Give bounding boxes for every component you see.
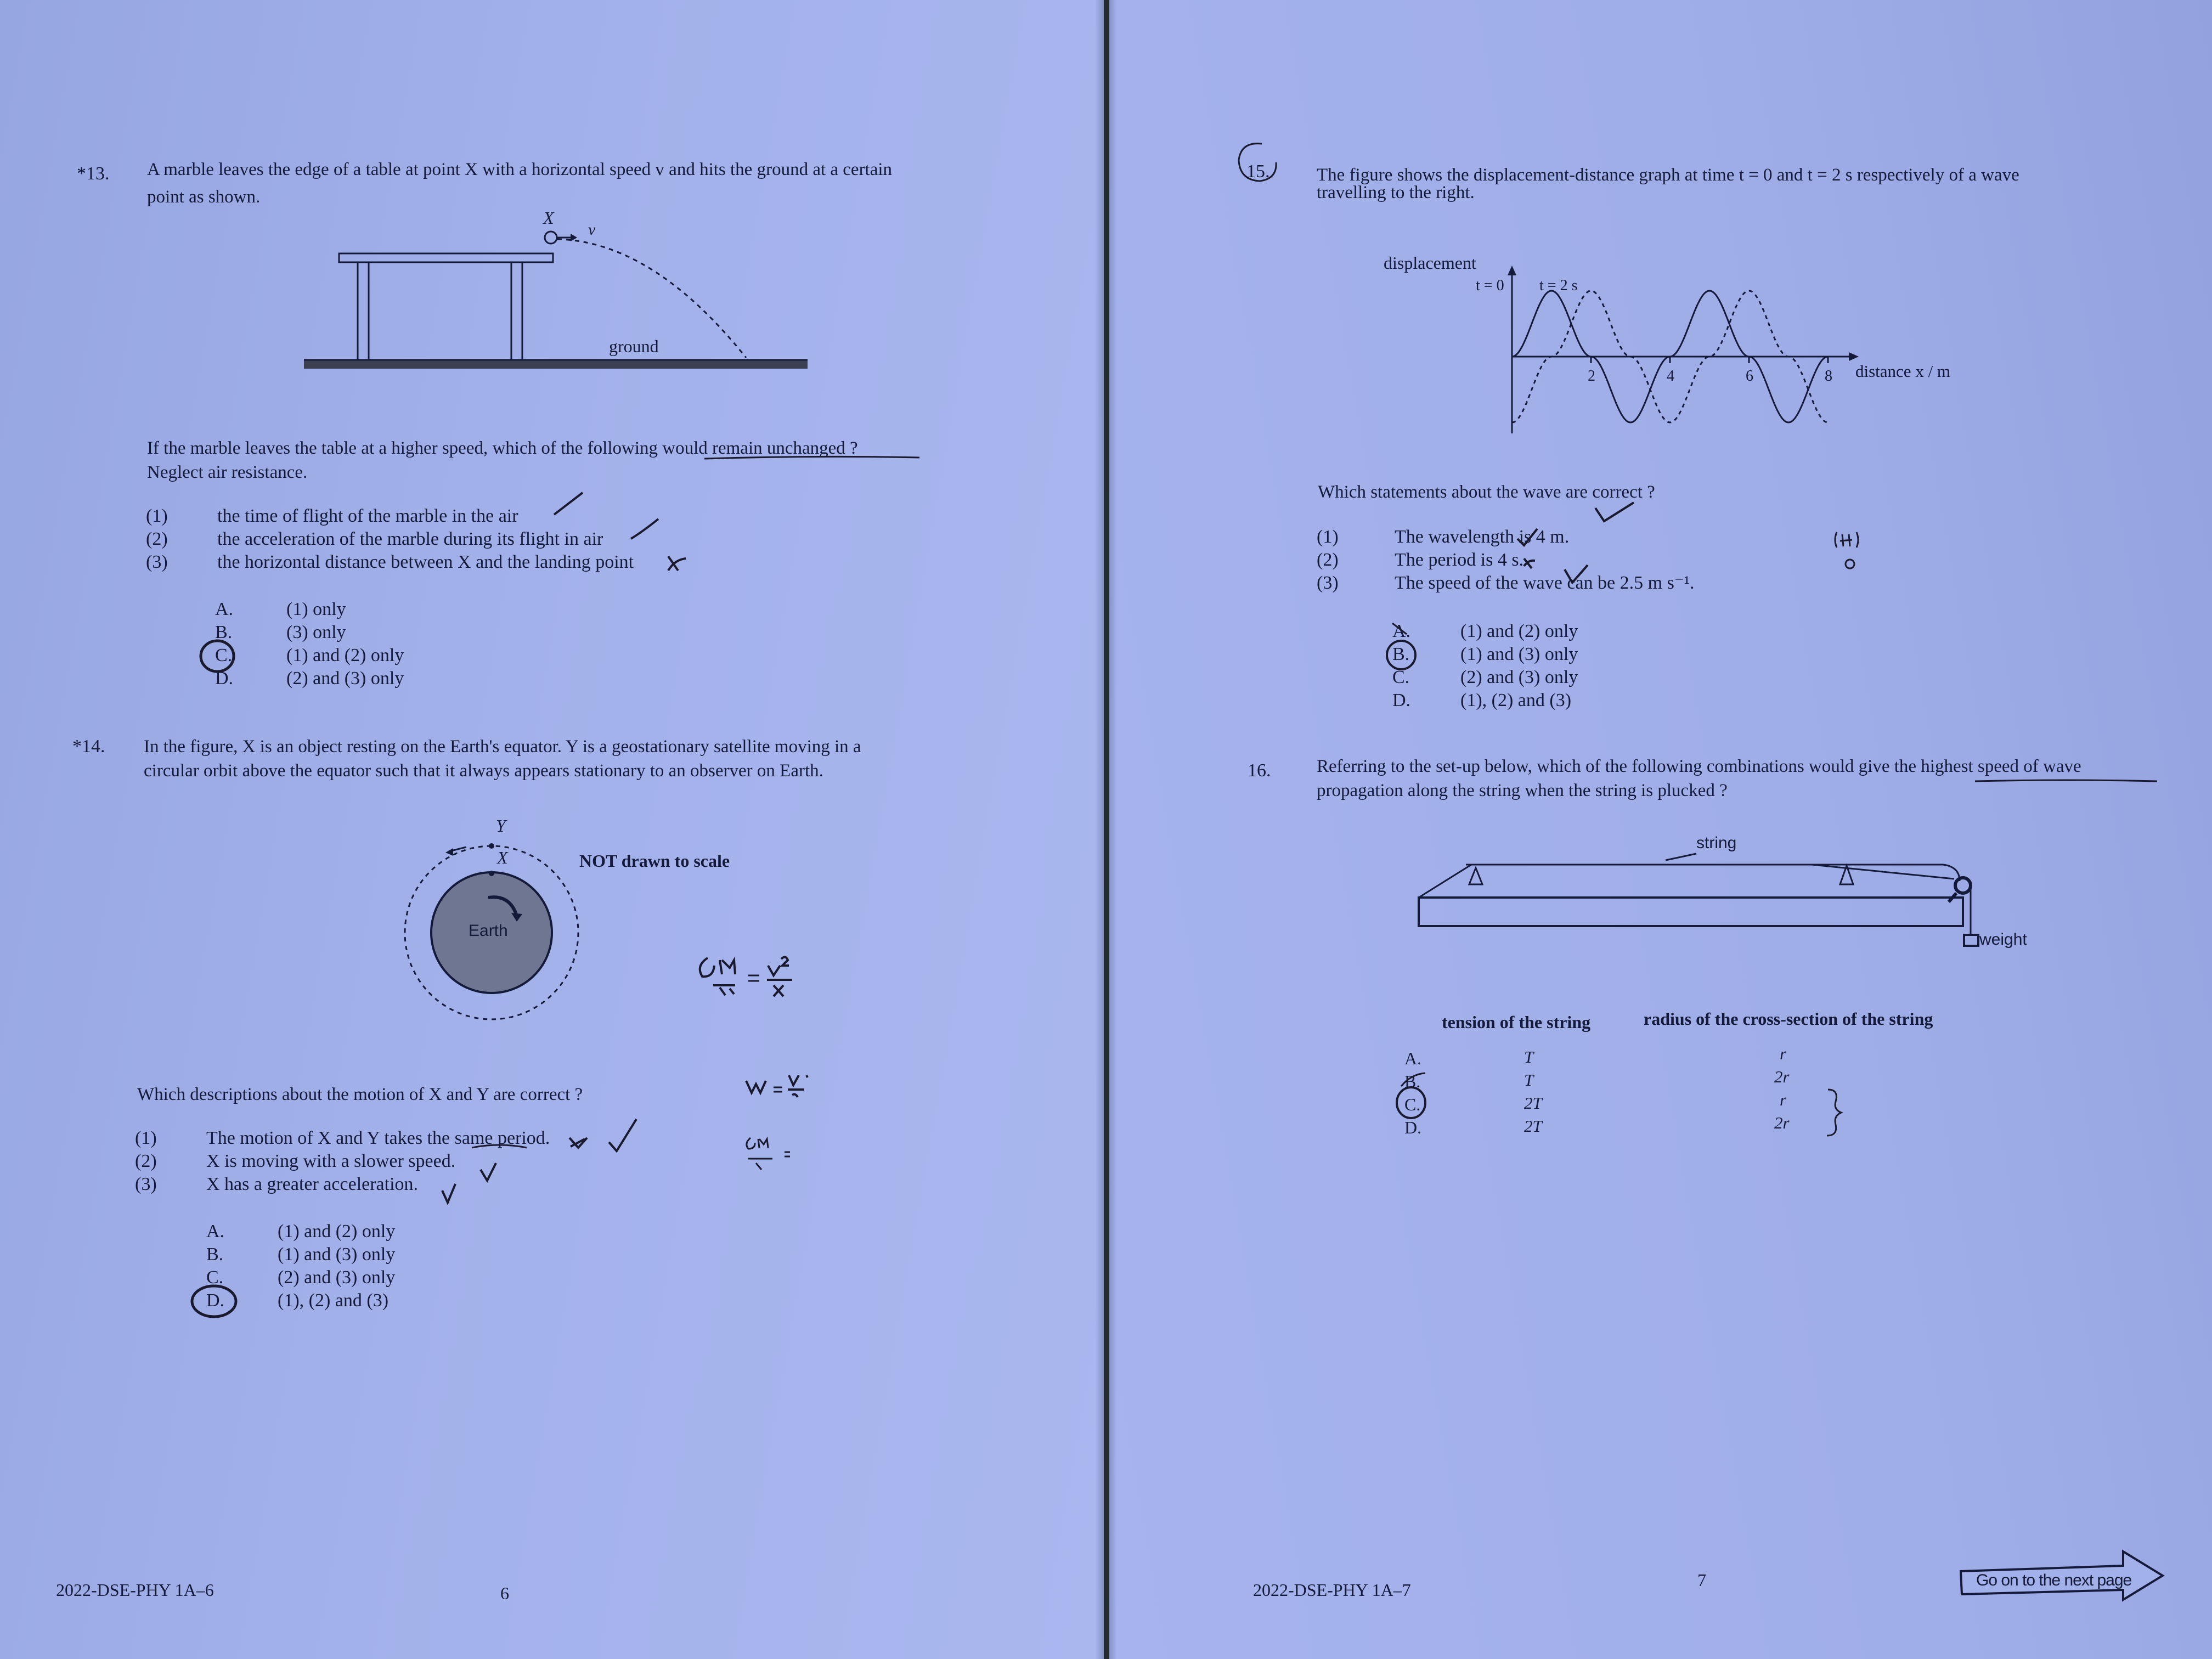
go-to-next-page-button[interactable] <box>1959 1549 2167 1604</box>
question-13-stem-line1: A marble leaves the edge of a table at point X with a horizontal speed v and hits the ground at a certain <box>147 160 893 179</box>
fig13-label-ground: ground <box>609 336 659 356</box>
question-13-number: *13. <box>77 163 110 184</box>
question-13-prompt-line2: Neglect air resistance. <box>147 462 308 482</box>
q15-option-text: (2) and (3) only <box>1460 667 1578 687</box>
q13-option-d[interactable] <box>215 667 404 690</box>
q16-option-tension: 2T <box>1524 1093 1542 1113</box>
q15-option-d[interactable] <box>1392 689 1571 712</box>
x-tick-label: 8 <box>1825 368 1832 385</box>
q16-option-radius: 2r <box>1774 1067 1790 1086</box>
question-13-stem-line2: point as shown. <box>147 187 261 207</box>
right-page <box>1109 0 2212 1659</box>
circled-answer-c-q13 <box>196 639 240 675</box>
question-15-prompt: Which statements about the wave are correct ? <box>1318 482 1655 502</box>
footer-paper-code-left: 2022-DSE-PHY 1A–6 <box>56 1580 214 1600</box>
underline-highest-speed <box>1973 777 2159 786</box>
q13-option-text: (3) only <box>286 622 346 642</box>
fig14-label-x: X <box>497 848 508 867</box>
q13-option-key: A. <box>215 599 234 619</box>
q13-option-key: B. <box>215 622 233 642</box>
q13-option-text: (1) only <box>286 599 346 619</box>
fig16-label-string: string <box>1696 834 1737 852</box>
book-gutter <box>1095 0 1117 1659</box>
underline-remain-unchanged <box>702 453 922 464</box>
q15-statement-text: The speed of the wave can be 2.5 m s⁻¹. <box>1395 573 1695 593</box>
q13-option-c[interactable] <box>215 644 404 667</box>
q16-option-radius: r <box>1780 1044 1787 1063</box>
q15-option-key: C. <box>1392 667 1410 687</box>
wave-displacement-graph <box>1488 263 1894 444</box>
strike-option-b-q16 <box>1398 1070 1431 1092</box>
strike-option-a-q15 <box>1390 621 1412 637</box>
q16-option-key: C. <box>1404 1094 1421 1114</box>
page-number-left: 6 <box>500 1583 509 1603</box>
q16-option-tension: T <box>1524 1070 1534 1090</box>
graph-legend-t0: t = 0 <box>1476 277 1504 294</box>
q15-option-key: A. <box>1392 621 1411 641</box>
q14-option-a[interactable] <box>206 1220 395 1243</box>
q16-option-key: A. <box>1404 1048 1422 1068</box>
question-16-stem-line1: Referring to the set-up below, which of the following combinations would give the highest speed of wave <box>1317 757 2081 776</box>
q14-statement-3 <box>135 1173 418 1196</box>
footer-paper-code-right: 2022-DSE-PHY 1A–7 <box>1253 1580 1411 1600</box>
question-14-prompt: Which descriptions about the motion of X and Y are correct ? <box>137 1085 583 1104</box>
q15-statement-text: The period is 4 s. <box>1395 550 1524 570</box>
x-tick-label: 6 <box>1746 368 1753 385</box>
q14-statement-text: X has a greater acceleration. <box>206 1174 419 1194</box>
handwritten-brace-q16 <box>1822 1085 1855 1140</box>
q13-option-text: (1) and (2) only <box>286 645 404 665</box>
handwritten-working-q14 <box>691 944 856 1185</box>
q13-statement-text: the acceleration of the marble during its flight in air <box>217 529 603 549</box>
fig14-not-to-scale-note: NOT drawn to scale <box>579 851 730 871</box>
q14-option-key: D. <box>206 1290 225 1311</box>
page-number-right: 7 <box>1697 1570 1706 1590</box>
q14-option-text: (2) and (3) only <box>278 1267 396 1288</box>
ink-check-marks-q14 <box>439 1108 658 1212</box>
q14-statement-num: (3) <box>135 1174 157 1194</box>
question-15-stem-line2: travelling to the right. <box>1317 183 1475 202</box>
q13-option-key: D. <box>215 668 234 689</box>
q16-column-header-tension: tension of the string <box>1442 1012 1591 1032</box>
q15-statement-num: (1) <box>1317 527 1339 547</box>
fig13-label-v: v <box>588 221 596 239</box>
q14-option-key: C. <box>206 1267 224 1288</box>
q16-option-tension: T <box>1524 1047 1534 1066</box>
q14-statement-num: (1) <box>135 1128 157 1148</box>
q16-option-radius: 2r <box>1774 1113 1790 1132</box>
q13-statement-num: (3) <box>146 552 168 572</box>
q16-option-tension: 2T <box>1524 1116 1542 1136</box>
q14-statement-text: The motion of X and Y takes the same period. <box>206 1128 550 1148</box>
circled-answer-d-q14 <box>187 1283 241 1321</box>
q14-option-text: (1), (2) and (3) <box>278 1290 389 1311</box>
x-tick-label: 2 <box>1588 368 1595 385</box>
graph-ylabel: displacement <box>1384 253 1476 273</box>
question-15-number: 15. <box>1246 161 1270 182</box>
q14-option-text: (1) and (3) only <box>278 1244 396 1265</box>
ink-check-marks-q13 <box>549 488 691 576</box>
q13-option-a[interactable] <box>215 598 346 621</box>
q14-option-key: A. <box>206 1221 225 1242</box>
q14-option-b[interactable] <box>206 1243 395 1266</box>
q14-statement-text: X is moving with a slower speed. <box>206 1151 456 1171</box>
q15-statement-2 <box>1317 549 1523 572</box>
q15-option-key: D. <box>1392 690 1411 710</box>
circled-answer-b-q15 <box>1383 637 1421 674</box>
fig16-label-weight: weight <box>1979 930 2027 949</box>
q13-statement-text: the time of flight of the marble in the air <box>217 506 518 526</box>
question-15-stem-line1: The figure shows the displacement-distance graph at time t = 0 and t = 2 s respectively of a wave <box>1317 165 2019 185</box>
graph-xlabel: distance x / m <box>1855 362 1951 381</box>
question-13-prompt-line1: If the marble leaves the table at a higher speed, which of the following would remain unchanged ? <box>147 438 858 458</box>
q15-statement-num: (3) <box>1317 573 1339 593</box>
table-marble-figure <box>296 203 823 390</box>
q15-option-text: (1) and (3) only <box>1460 644 1578 664</box>
next-page-label: Go on to the next page <box>1976 1571 2132 1589</box>
question-14-stem-line1: In the figure, X is an object resting on the Earth's equator. Y is a geostationary satellite moving in a <box>144 737 861 757</box>
fig14-label-earth: Earth <box>469 922 508 940</box>
q13-option-key: C. <box>215 645 233 665</box>
q15-option-text: (1) and (2) only <box>1460 621 1578 641</box>
left-page <box>0 0 1104 1659</box>
question-14-number: *14. <box>72 736 105 757</box>
fig13-label-x: X <box>543 208 554 228</box>
q14-statement-2 <box>135 1150 455 1173</box>
question-16-number: 16. <box>1248 760 1271 781</box>
q14-option-key: B. <box>206 1244 224 1265</box>
q13-statement-num: (2) <box>146 529 168 549</box>
q13-option-text: (2) and (3) only <box>286 668 404 689</box>
q13-statement-2 <box>146 528 603 551</box>
graph-legend-t2: t = 2 s <box>1539 277 1578 294</box>
q13-statement-1 <box>146 505 518 528</box>
q16-column-header-radius: radius of the cross-section of the string <box>1644 1009 1933 1029</box>
question-16-stem-line2: propagation along the string when the string is plucked ? <box>1317 781 1728 800</box>
q13-statement-num: (1) <box>146 506 168 526</box>
fig14-label-y: Y <box>496 816 506 836</box>
q16-option-key: D. <box>1404 1118 1422 1137</box>
x-tick-label: 4 <box>1667 368 1674 385</box>
q16-option-radius: r <box>1780 1090 1787 1109</box>
q15-statement-text: The wavelength is 4 m. <box>1395 527 1570 547</box>
q14-statement-num: (2) <box>135 1151 157 1171</box>
q13-statement-text: the horizontal distance between X and the landing point <box>217 552 634 572</box>
q15-option-text: (1), (2) and (3) <box>1460 690 1572 710</box>
ink-marks-q15-statements <box>1515 527 1899 603</box>
q15-statement-num: (2) <box>1317 550 1339 570</box>
q16-option-key: B. <box>1404 1071 1421 1091</box>
q15-option-key: B. <box>1392 644 1410 664</box>
question-14-stem-line2: circular orbit above the equator such that it always appears stationary to an observer on Earth. <box>144 761 823 781</box>
q14-option-text: (1) and (2) only <box>278 1221 396 1242</box>
